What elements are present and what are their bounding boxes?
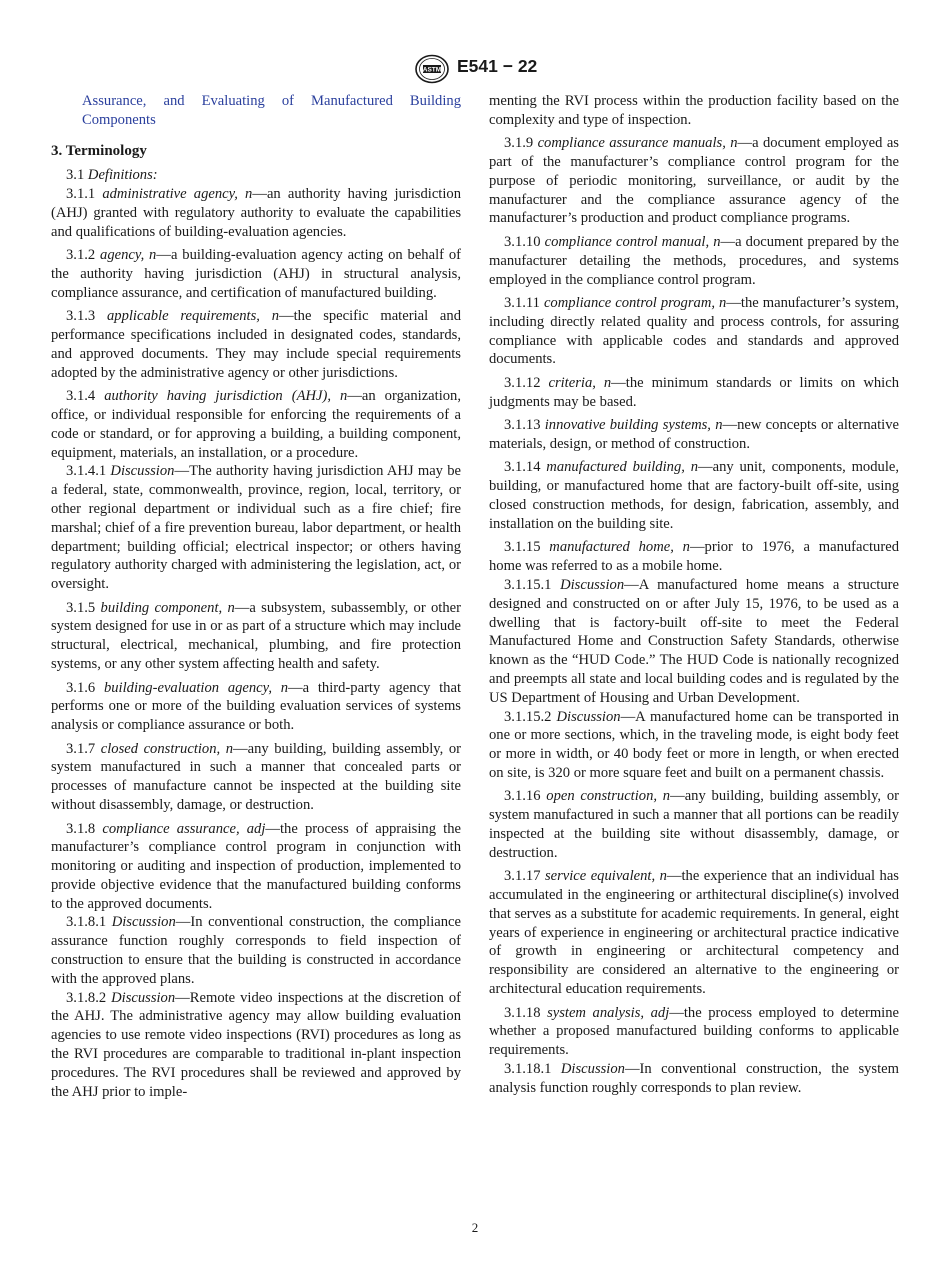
definition-item: 3.1.11 compliance control program, n—the manufacturer’s system, including directly related quality and process controls, for assuring compliance with applicable codes and standards and approved documents. [489, 295, 899, 368]
svg-text:ASTM: ASTM [422, 66, 442, 74]
definition-item: 3.1.3 applicable requirements, n—the specific material and performance specifications included in designated codes, standards, and approved documents. They may include special requirements adopted by the administrative agency or other jurisdictions. [51, 308, 461, 381]
section-heading: 3. Terminology [51, 142, 147, 159]
definition-item: 3.1.1 administrative agency, n—an authority having jurisdiction (AHJ) granted with regulatory authority to evaluate the capabilities and qualifications of building-evaluation agencies. [51, 186, 461, 240]
discussion-item: 3.1.15.2 Discussion—A manufactured home can be transported in one or more sections, which, in the traveling mode, is eight body feet or more in width, or 40 body feet or more in length, or when erected on site, is 320 or more square feet and built on a permanent chassis. [489, 708, 899, 781]
definition-item: 3.1.18 system analysis, adj—the process employed to determine whether a proposed manufactured building conforms to applicable requirements. [489, 1004, 900, 1059]
definition-item: 3.1.5 building component, n—a subsystem, subassembly, or other system designed for use in or as part of a structure which may include structural, electrical, mechanical, plumbing, and fire protection systems, or any other system affecting health and safety. [51, 599, 461, 673]
definition-item: 3.1.14 manufactured building, n—any unit, components, module, building, or manufactured home that are factory-built off-site, using closed construction methods, for design, fabrication, assembly, and installation on the building site. [489, 459, 899, 532]
astm-logo-icon [414, 54, 450, 84]
definition-item: 3.1.2 agency, n—a building-evaluation agency acting on behalf of the authority having jurisdiction (AHJ) in structural analysis, compliance assurance, and certification of manufactured building. [51, 247, 461, 301]
continued-paragraph: menting the RVI process within the production facility based on the complexity and type of inspection. [489, 93, 899, 128]
definition-item: 3.1.9 compliance assurance manuals, n—a document employed as part of the manufacturer’s compliance control program for the purpose of periodic monitoring, surveillance, or audit by the manufacturer and the compliance assurance agency of the manufacturer’s production and product compliance programs. [489, 135, 899, 227]
right-column [489, 92, 899, 1098]
definition-item: 3.1.6 building-evaluation agency, n—a third-party agency that performs one or more of the building evaluation services of systems analysis or compliance assurance or both. [51, 679, 461, 734]
page-header [0, 54, 950, 84]
discussion-item: 3.1.8.1 Discussion—In conventional construction, the compliance assurance function roughly corresponds to field inspection of construction to ensure that the building is constructed in accordance with the approved plans. [51, 914, 461, 987]
definition-item: 3.1.8 compliance assurance, adj—the process of appraising the manufacturer’s compliance control program in conjunction with monitoring or auditing and inspection of production, implemented to provide objective evidence that the manufactured building conforms to the approved documents. [51, 820, 461, 912]
standard-designation: E541 − 22 [457, 56, 538, 76]
discussion-item: 3.1.18.1 Discussion—In conventional construction, the system analysis function roughly corresponds to plan review. [489, 1060, 899, 1096]
definition-item: 3.1.7 closed construction, n—any building, building assembly, or system manufactured in such a manner that concealed parts or processes of manufacture cannot be inspected at the building site without disassembly, damage, or destruction. [51, 740, 461, 814]
page-number: 2 [471, 1220, 479, 1235]
definitions-subheading: 3.1 Definitions: [66, 167, 158, 184]
definition-item: 3.1.13 innovative building systems, n—new concepts or alternative materials, design, or method of construction. [489, 417, 899, 452]
definition-item: 3.1.10 compliance control manual, n—a document prepared by the manufacturer detailing the methods, procedures, and systems employed in the compliance control program. [489, 233, 899, 288]
discussion-item: 3.1.4.1 Discussion—The authority having jurisdiction AHJ may be a federal, state, commonwealth, province, region, local, territory, or other regional department or individual such as a fire chief; fire marshal; chief of a fire prevention bureau, labor department, or health department; building official; electrical inspector; or others having regulatory authority charged with administering the legislation, act, or oversight. [51, 463, 461, 593]
definition-item: 3.1.15 manufactured home, n—prior to 1976, a manufactured home was referred to as a mobile home. [489, 539, 899, 575]
definition-item: 3.1.4 authority having jurisdiction (AHJ), n—an organization, office, or individual responsible for enforcing the requirements of a code or standard, or for approving a building, a building component, equipment, materials, an installation, or a procedure. [51, 388, 462, 461]
discussion-item: 3.1.8.2 Discussion—Remote video inspections at the discretion of the AHJ. The administrative agency may allow building evaluation agencies to use remote video inspections (RVI) procedures as long as the RVI procedures are comparable to traditional in-plant inspection procedures. The RVI procedures shall be reviewed and approved by the AHJ prior to imple- [51, 989, 461, 1100]
definition-item: 3.1.16 open construction, n—any building, building assembly, or system manufactured in such a manner that all portions can be readily inspected at the building site without disassembly, damage, or destruction. [489, 788, 900, 861]
definition-item: 3.1.17 service equivalent, n—the experience that an individual has accumulated in the engineering or arthitectural discipline(s) involved that serves as a substitute for academic requirements. In general, eight years of experience in engineering or architectural practice indicative of growth in engineering or architectural competency and responsibility are considered an alternative to the engineering or architectural education requirements. [489, 868, 899, 998]
continued-reference-link[interactable]: Assurance, and Evaluating of Manufactured Building Components [82, 93, 461, 128]
definition-item: 3.1.12 criteria, n—the minimum standards or limits on which judgments may be based. [489, 374, 899, 410]
discussion-item: 3.1.15.1 Discussion—A manufactured home means a structure designed and constructed on or after July 15, 1976, to be used as a dwelling that is factory-built off-site to meet the Federal Manufactured Home and Construction Safety Standards, otherwise known as the “HUD Code.” The HUD Code is nationally recognized and preempts all state and local building codes and is regulated by the US Department of Housing and Urban Development. [489, 576, 899, 706]
left-column [51, 92, 461, 1101]
